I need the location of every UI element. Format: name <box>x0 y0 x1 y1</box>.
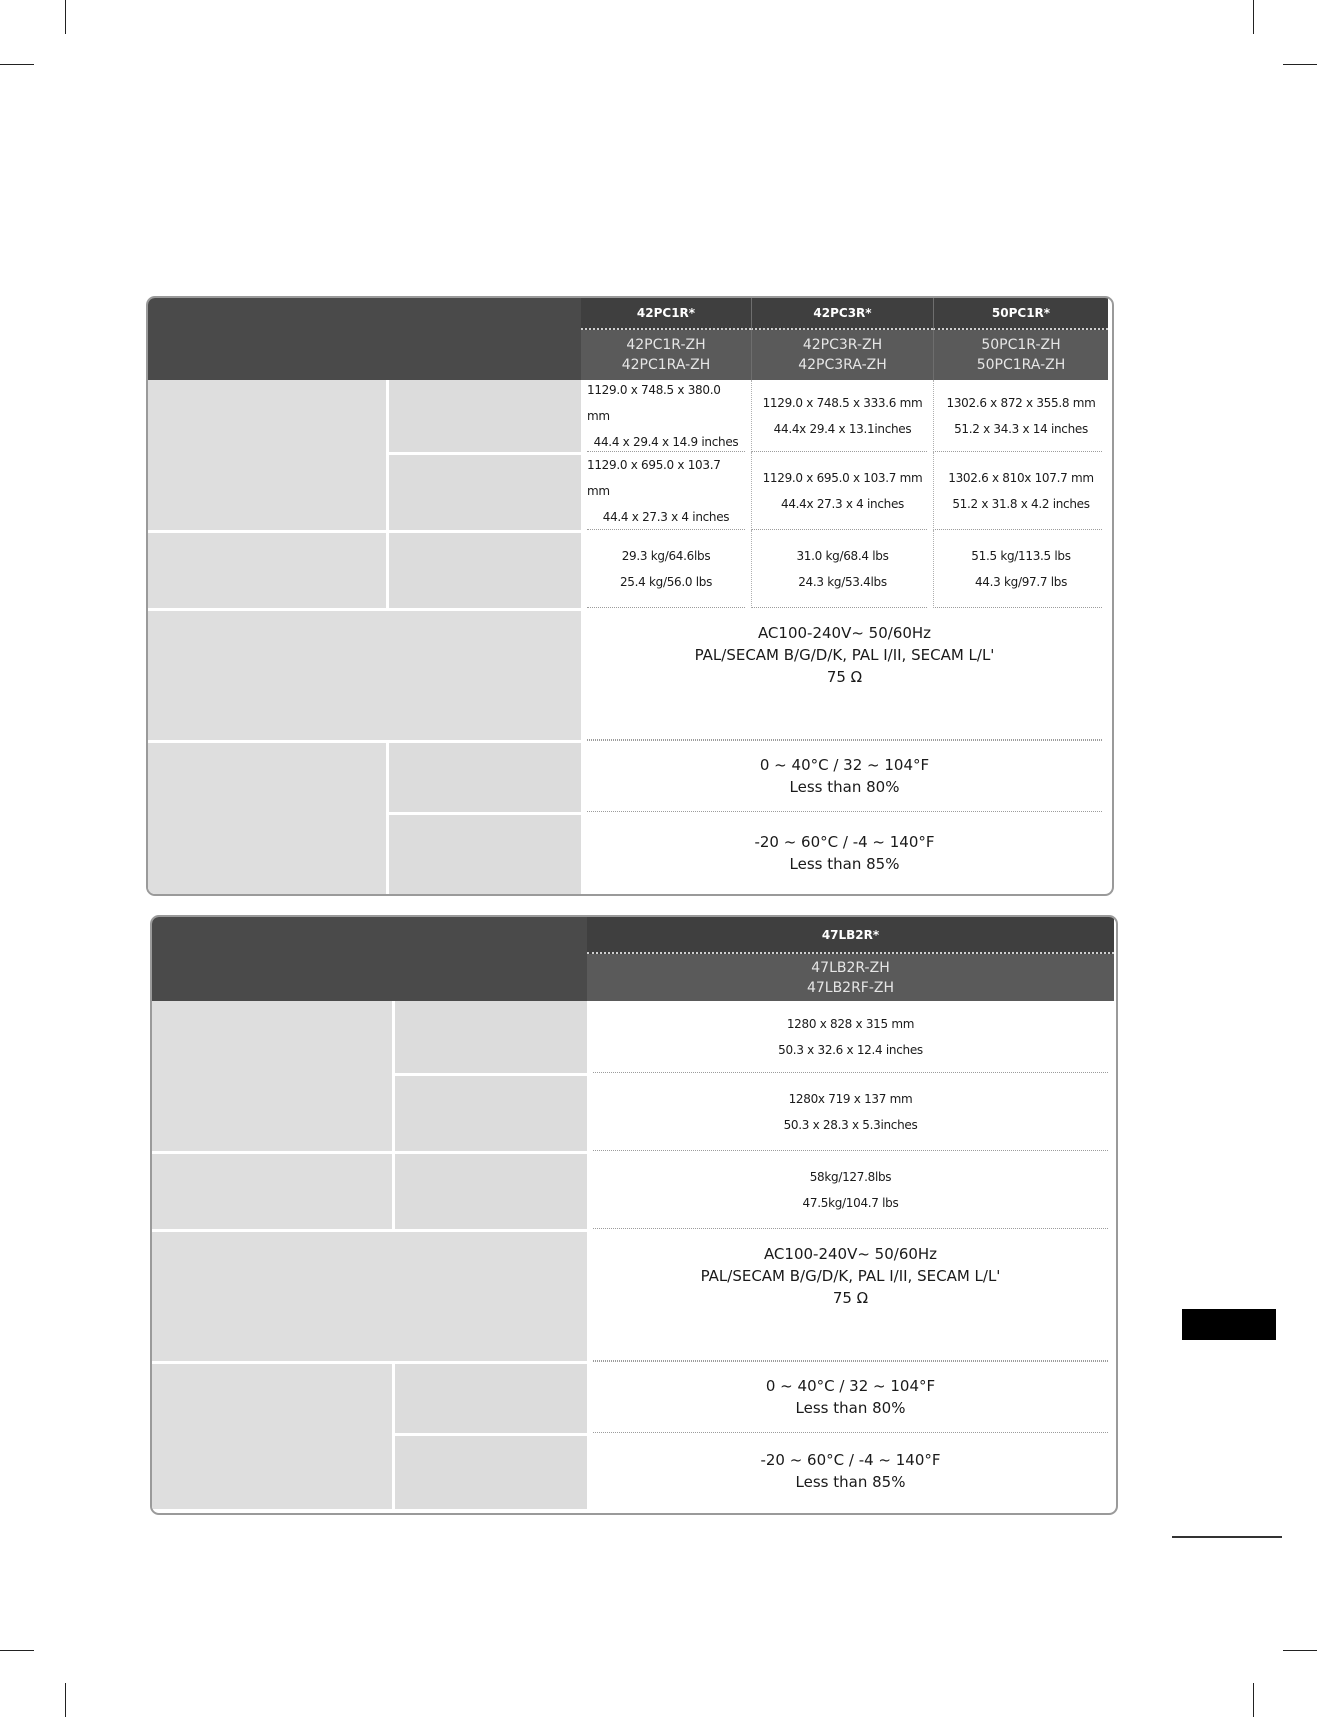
model-codes <box>933 330 1108 380</box>
spec-value: Less than 80% <box>795 1399 906 1417</box>
model-codes <box>751 330 933 380</box>
spec-value: 0 ~ 40°C / 32 ~ 104°F <box>759 756 930 774</box>
spec-value-power: AC100-240V~ 50/60Hz <box>763 1245 938 1263</box>
row-label-power-system <box>152 1229 587 1361</box>
sublabel-storage <box>392 1433 587 1509</box>
row-label-weight <box>148 530 386 608</box>
model-header: 42PC1R* <box>581 298 751 330</box>
spec-value: 1302.6 x 872 x 355.8 mm <box>946 395 1096 410</box>
crop-mark <box>0 64 34 65</box>
spec-value: 1129.0 x 748.5 x 333.6 mm <box>762 395 923 410</box>
row-label-environment <box>152 1361 392 1509</box>
row-label-dimensions <box>152 1001 392 1151</box>
spec-value: 44.4x 27.3 x 4 inches <box>780 496 904 511</box>
spec-table-1 <box>146 296 1114 896</box>
spec-cell <box>587 452 745 530</box>
page-number-tab <box>1182 1309 1276 1340</box>
sublabel-operating <box>392 1361 587 1433</box>
spec-table-2 <box>150 915 1118 1515</box>
spec-value-impedance: 75 Ω <box>832 1289 869 1307</box>
spec-value: 1302.6 x 810x 107.7 mm <box>948 470 1094 485</box>
spec-value: 29.3 kg/64.6lbs <box>621 548 711 563</box>
spec-cell <box>593 1151 1108 1229</box>
spec-value: 44.4 x 29.4 x 14.9 inches <box>593 434 739 449</box>
spec-value: -20 ~ 60°C / -4 ~ 140°F <box>754 833 935 851</box>
model-header: 50PC1R* <box>933 298 1108 330</box>
spec-value: 1129.0 x 695.0 x 103.7 mm <box>762 470 923 485</box>
sublabel-without-stand <box>386 452 581 530</box>
table-header-blank <box>148 298 581 380</box>
spec-cell <box>933 380 1102 452</box>
spec-value: 58kg/127.8lbs <box>809 1169 892 1184</box>
row-label-weight <box>152 1151 392 1229</box>
spec-cell <box>751 452 927 530</box>
spec-value: 44.3 kg/97.7 lbs <box>974 574 1068 589</box>
spec-value: 24.3 kg/53.4lbs <box>798 574 887 589</box>
spec-value: 51.5 kg/113.5 lbs <box>971 548 1071 563</box>
crop-mark <box>1253 1683 1254 1717</box>
crop-mark <box>1283 1650 1317 1651</box>
spec-cell-storage <box>593 1433 1108 1509</box>
model-code: 47LB2RF-ZH <box>806 979 895 996</box>
sublabel-operating <box>386 740 581 812</box>
model-code: 42PC1RA-ZH <box>621 357 711 373</box>
model-code: 42PC3RA-ZH <box>798 357 887 373</box>
model-header: 42PC3R* <box>751 298 933 330</box>
spec-cell <box>933 530 1102 608</box>
spec-value: Less than 85% <box>789 855 900 873</box>
spec-cell <box>593 1001 1108 1073</box>
page-rule <box>1172 1536 1282 1538</box>
spec-value: 44.4x 29.4 x 13.1inches <box>773 421 912 436</box>
model-code: 47LB2R-ZH <box>811 959 890 976</box>
spec-cell-operating <box>593 1361 1108 1433</box>
model-code: 42PC3R-ZH <box>802 337 883 353</box>
spec-value: 25.4 kg/56.0 lbs <box>619 574 713 589</box>
table-header-blank <box>152 917 587 1001</box>
spec-cell <box>751 530 927 608</box>
spec-value: Less than 80% <box>789 778 900 796</box>
spec-value: 47.5kg/104.7 lbs <box>802 1195 899 1210</box>
crop-mark <box>1253 0 1254 34</box>
spec-value: 1129.0 x 748.5 x 380.0 mm <box>587 382 721 423</box>
spec-value-system: PAL/SECAM B/G/D/K, PAL I/II, SECAM L/L' <box>700 1267 1001 1285</box>
spec-value-system: PAL/SECAM B/G/D/K, PAL I/II, SECAM L/L' <box>694 646 995 664</box>
model-code: 50PC1RA-ZH <box>976 357 1066 373</box>
model-codes <box>587 954 1114 1001</box>
spec-value-impedance: 75 Ω <box>826 668 863 686</box>
sublabel-weight <box>386 530 581 608</box>
spec-value: 1129.0 x 695.0 x 103.7 mm <box>587 457 721 498</box>
spec-value: 50.3 x 28.3 x 5.3inches <box>783 1117 918 1132</box>
spec-value: Less than 85% <box>795 1473 906 1491</box>
model-codes <box>581 330 751 380</box>
spec-value: -20 ~ 60°C / -4 ~ 140°F <box>760 1451 941 1469</box>
sublabel-storage <box>386 812 581 894</box>
sublabel-with-stand <box>386 380 581 452</box>
spec-cell-power-system <box>587 608 1102 740</box>
spec-value-power: AC100-240V~ 50/60Hz <box>757 624 932 642</box>
row-label-dimensions <box>148 380 386 530</box>
spec-cell <box>933 452 1102 530</box>
spec-value: 44.4 x 27.3 x 4 inches <box>602 509 730 524</box>
spec-value: 51.2 x 31.8 x 4.2 inches <box>952 496 1090 511</box>
spec-value: 51.2 x 34.3 x 14 inches <box>954 421 1088 436</box>
model-code: 50PC1R-ZH <box>981 337 1061 353</box>
spec-cell-operating <box>587 740 1102 812</box>
spec-value: 0 ~ 40°C / 32 ~ 104°F <box>765 1377 936 1395</box>
spec-cell <box>751 380 927 452</box>
crop-mark <box>0 1650 34 1651</box>
spec-cell <box>587 380 745 452</box>
spec-cell <box>593 1073 1108 1151</box>
spec-cell-power-system <box>593 1229 1108 1361</box>
crop-mark <box>1283 64 1317 65</box>
row-label-power-system <box>148 608 581 740</box>
spec-value: 1280 x 828 x 315 mm <box>786 1016 915 1031</box>
sublabel-without-stand <box>392 1073 587 1151</box>
spec-cell-storage <box>587 812 1102 894</box>
crop-mark <box>65 0 66 34</box>
sublabel-with-stand <box>392 1001 587 1073</box>
crop-mark <box>65 1683 66 1717</box>
model-header: 47LB2R* <box>587 917 1114 954</box>
spec-value: 31.0 kg/68.4 lbs <box>796 548 889 563</box>
spec-cell <box>587 530 745 608</box>
spec-value: 1280x 719 x 137 mm <box>788 1091 913 1106</box>
sublabel-weight <box>392 1151 587 1229</box>
spec-value: 50.3 x 32.6 x 12.4 inches <box>778 1042 923 1057</box>
row-label-environment <box>148 740 386 894</box>
model-code: 42PC1R-ZH <box>626 337 706 353</box>
